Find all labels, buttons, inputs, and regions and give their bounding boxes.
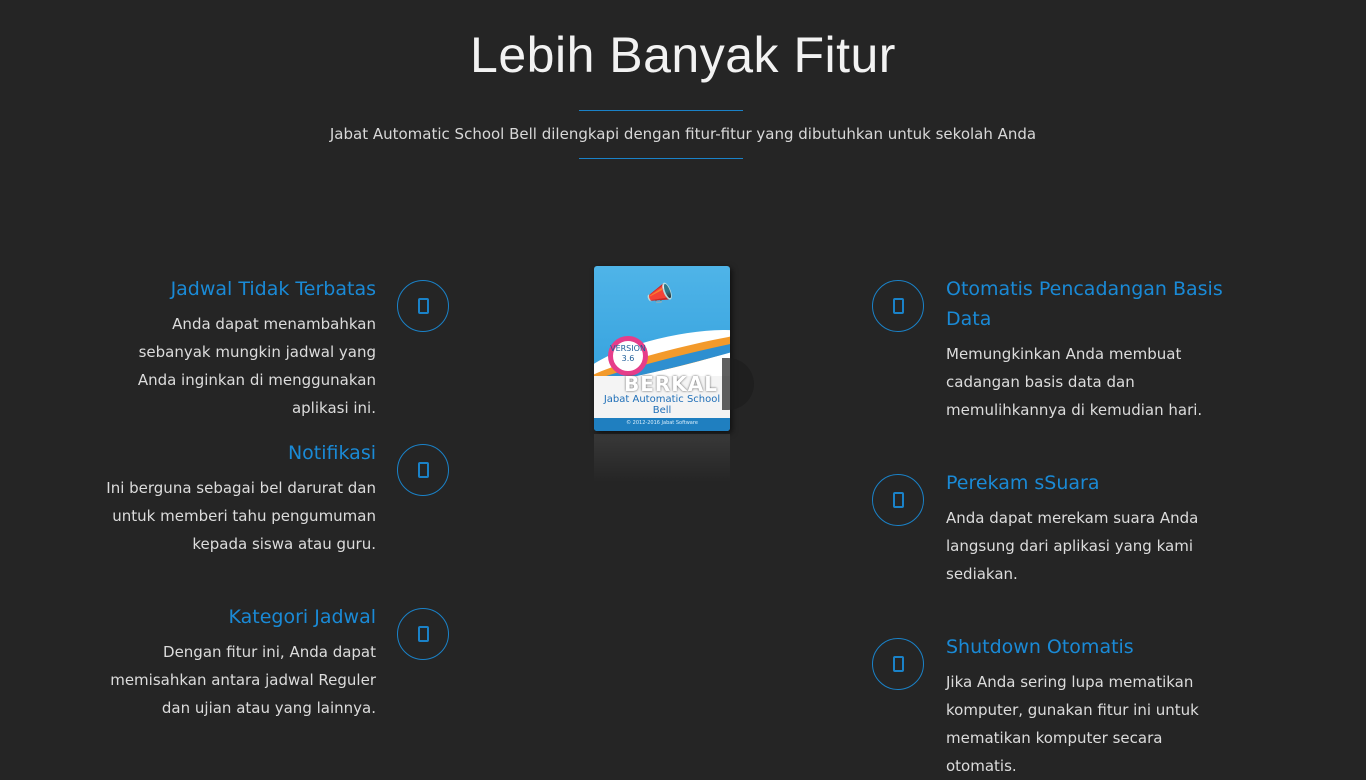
- product-box-image: [594, 266, 730, 431]
- feature-auto-backup: [946, 274, 1236, 424]
- mobile-icon: [872, 474, 924, 526]
- box-shadow-overlay: [722, 358, 754, 410]
- product-copyright: © 2012-2016 Jabat Software: [626, 420, 698, 426]
- feature-notification: [96, 438, 376, 558]
- product-box-reflection: [594, 434, 730, 482]
- feature-description: Anda dapat menambahkan sebanyak mungkin jadwal yang Anda inginkan di menggunakan aplikasi ini.: [137, 315, 376, 417]
- feature-description: Jika Anda sering lupa mematikan komputer, gunakan fitur ini untuk mematikan komputer secara otomatis.: [946, 673, 1199, 775]
- feature-title: Kategori Jadwal: [228, 606, 376, 628]
- mobile-icon: [397, 280, 449, 332]
- feature-title: Otomatis Pencadangan Basis Data: [946, 278, 1223, 330]
- feature-title: Notifikasi: [287, 442, 376, 464]
- feature-title: Shutdown Otomatis: [946, 636, 1134, 658]
- page-subtitle: Jabat Automatic School Bell dilengkapi dengan fitur-fitur yang dibutuhkan untuk sekolah Anda: [329, 125, 1037, 143]
- feature-voice-recorder: [946, 468, 1206, 588]
- feature-description: Dengan fitur ini, Anda dapat memisahkan antara jadwal Reguler dan ujian atau yang lainnya.: [110, 643, 376, 717]
- feature-description: Memungkinkan Anda membuat cadangan basis data dan memulihkannya di kemudian hari.: [946, 345, 1203, 419]
- feature-schedule-category: [96, 602, 376, 722]
- mobile-icon: [872, 638, 924, 690]
- megaphone-icon: 📣: [646, 282, 674, 307]
- mobile-icon: [397, 608, 449, 660]
- feature-description: Anda dapat merekam suara Anda langsung dari aplikasi yang kami sediakan.: [946, 509, 1199, 583]
- feature-auto-shutdown: [946, 632, 1236, 780]
- feature-title: Jadwal Tidak Terbatas: [170, 278, 376, 300]
- mobile-icon: [872, 280, 924, 332]
- title-divider-bottom: [579, 158, 743, 159]
- feature-title: Perekam sSuara: [946, 472, 1100, 494]
- product-brand: BERKAL: [624, 372, 719, 396]
- title-divider-top: [579, 110, 743, 111]
- product-name: Jabat Automatic School Bell: [603, 394, 721, 416]
- feature-description: Ini berguna sebagai bel darurat dan untuk memberi tahu pengumuman kepada siswa atau guru.: [106, 479, 376, 553]
- feature-unlimited-schedule: [96, 274, 376, 422]
- version-label: VERSION: [610, 344, 646, 353]
- page-title: Lebih Banyak Fitur: [470, 27, 896, 83]
- version-number: 3.6: [621, 354, 635, 363]
- mobile-icon: [397, 444, 449, 496]
